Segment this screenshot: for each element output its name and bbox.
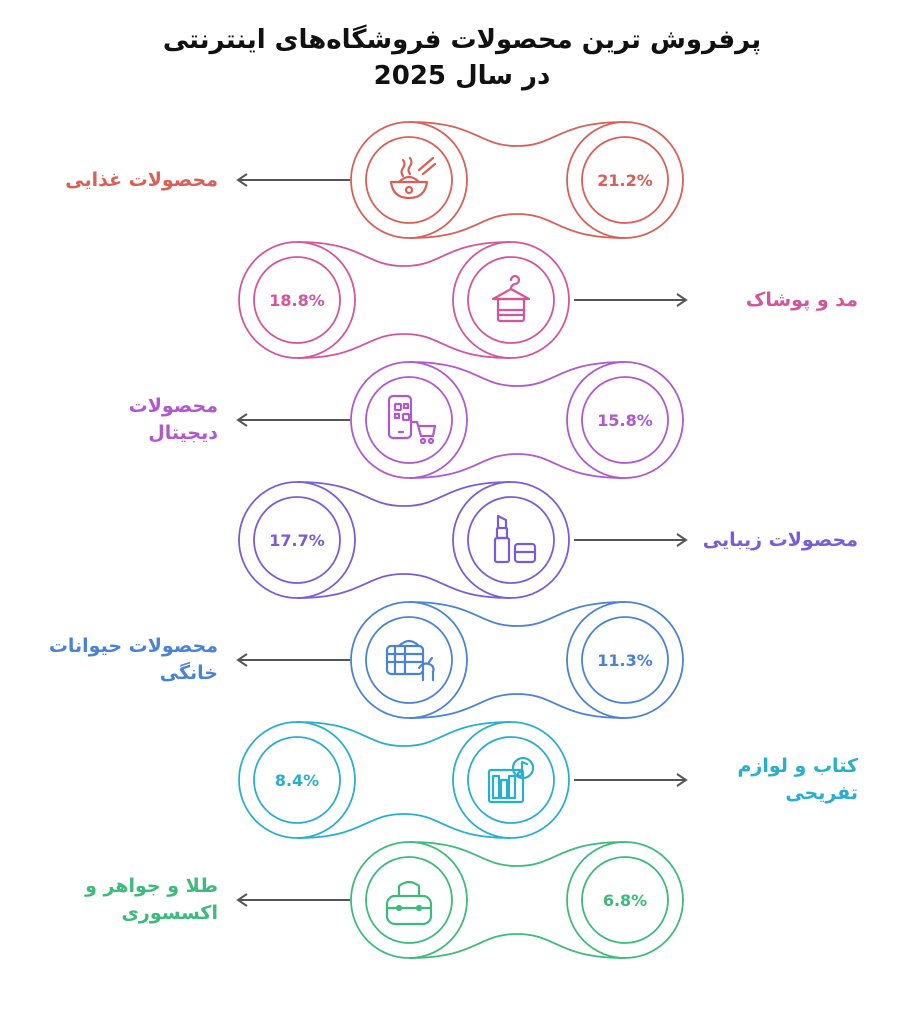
connector-top xyxy=(409,842,625,866)
item-label-line: مد و پوشاک xyxy=(745,288,858,311)
value-label: 21.2% xyxy=(597,171,653,190)
connector-top xyxy=(409,602,625,626)
connector-top xyxy=(297,242,511,266)
connector-bottom xyxy=(409,934,625,958)
inner-circle xyxy=(366,137,452,223)
item-label-line: دیجیتال xyxy=(148,422,218,444)
value-label: 18.8% xyxy=(269,291,325,310)
diagram-item xyxy=(239,722,686,838)
item-label-line: طلا و جواهر و xyxy=(85,875,218,897)
diagram-item xyxy=(238,122,683,238)
item-label-line: تفریحی xyxy=(785,782,858,804)
diagram-item xyxy=(238,362,683,478)
value-label: 8.4% xyxy=(274,771,320,790)
item-label xyxy=(18,633,218,687)
connector-bottom xyxy=(297,814,511,838)
item-label xyxy=(638,753,858,807)
item-label-line: کتاب و لوازم xyxy=(737,755,858,777)
connector-bottom xyxy=(409,694,625,718)
diagram-item xyxy=(238,842,683,958)
inner-circle xyxy=(468,497,554,583)
item-label xyxy=(18,393,218,447)
connector-top xyxy=(409,122,625,146)
diagram-item xyxy=(239,482,686,598)
title-line-1: پرفروش ترین محصولات فروشگاه‌های اینترنتی xyxy=(162,25,762,55)
value-label: 6.8% xyxy=(602,891,648,910)
connector-bottom xyxy=(409,454,625,478)
diagram-item xyxy=(239,242,686,358)
item-label-line: محصولات حیوانات xyxy=(48,635,218,657)
title-line-2: در سال 2025 xyxy=(373,61,551,91)
item-label xyxy=(18,873,218,927)
item-label-line: اکسسوری xyxy=(121,902,218,924)
inner-circle xyxy=(366,617,452,703)
value-label: 15.8% xyxy=(597,411,653,430)
connector-top xyxy=(297,482,511,506)
diagram-item xyxy=(238,602,683,718)
item-label-line: محصولات غذایی xyxy=(65,168,218,191)
value-label: 17.7% xyxy=(269,531,325,550)
connector-bottom xyxy=(297,334,511,358)
connector-top xyxy=(409,362,625,386)
inner-circle xyxy=(366,857,452,943)
item-label-line: محصولات xyxy=(128,395,218,417)
connector-bottom xyxy=(409,214,625,238)
item-label xyxy=(638,287,858,314)
item-label xyxy=(18,167,218,194)
item-label xyxy=(638,527,858,554)
item-label-line: خانگی xyxy=(159,662,218,684)
connector-bottom xyxy=(297,574,511,598)
inner-circle xyxy=(468,737,554,823)
item-label-line: محصولات زیبایی xyxy=(702,528,858,551)
value-label: 11.3% xyxy=(597,651,653,670)
connector-top xyxy=(297,722,511,746)
